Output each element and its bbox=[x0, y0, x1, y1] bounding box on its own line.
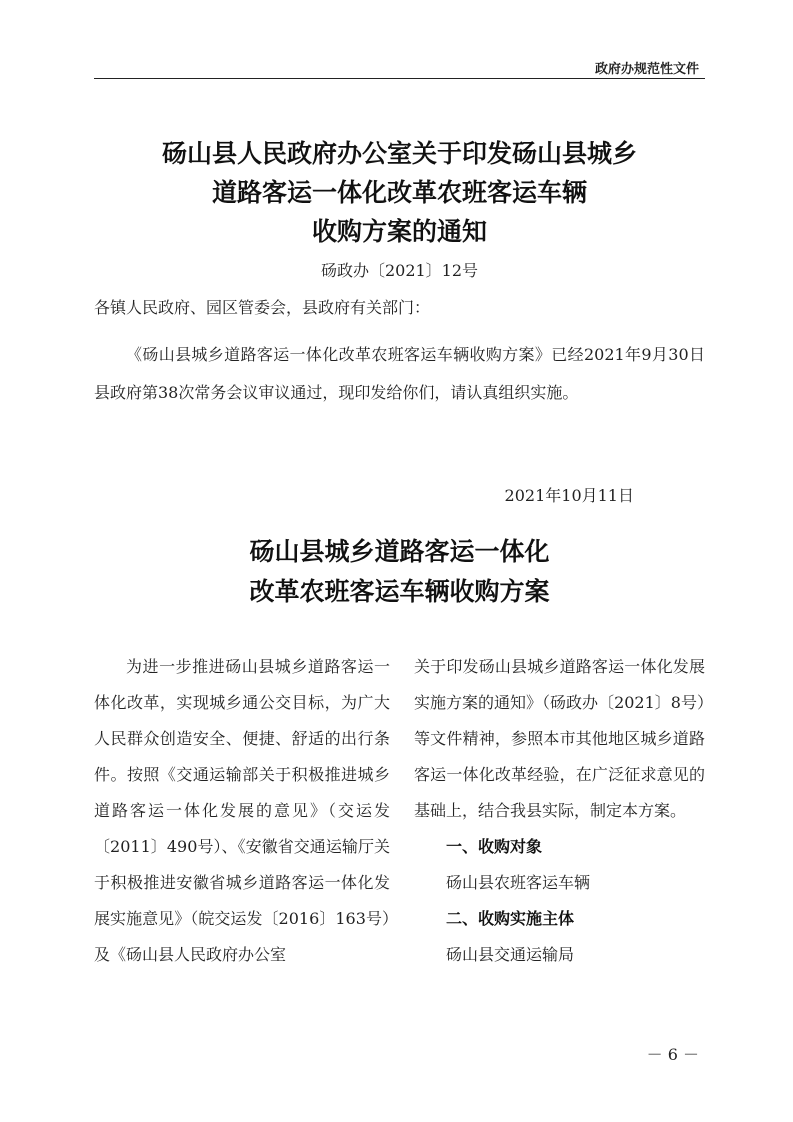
plan-left-column: 为进一步推进砀山县城乡道路客运一体化改革，实现城乡通公交目标，为广大人民群众创造安全、便捷、舒适的出行条件。按照《交通运输部关于积极推进城乡道路客运一体化发展的意见》（交运发〔2011〕490号）、《安徽省交通运输厅关于积极推进安徽省城乡道路客运一体化发展实施意见》（皖交运发〔2016〕163号）及《砀山县人民政府办公室 bbox=[94, 657, 390, 964]
document-number: 砀政办〔2021〕12号 bbox=[320, 261, 479, 280]
section-heading-1: 一、收购对象 bbox=[446, 837, 543, 856]
notice-title-line-2: 道路客运一体化改革农班客运车辆 bbox=[211, 178, 587, 207]
issue-date: 2021年10月11日 bbox=[504, 486, 634, 505]
plan-title-line-1: 砀山县城乡道路客运一体化 bbox=[249, 537, 550, 566]
header-label: 政府办规范性文件 bbox=[594, 62, 699, 77]
header-rule bbox=[94, 78, 705, 79]
notice-body: 《砀山县城乡道路客运一体化改革农班客运车辆收购方案》已经2021年9月30日县政府第38次常务会议审议通过，现印发给你们，请认真组织实施。 bbox=[94, 345, 705, 402]
notice-title-line-1: 砀山县人民政府办公室关于印发砀山县城乡 bbox=[161, 139, 637, 168]
plan-right-column bbox=[414, 649, 705, 973]
plan-title-line-2: 改革农班客运车辆收购方案 bbox=[249, 577, 550, 606]
section-text-1: 砀山县农班客运车辆 bbox=[446, 873, 591, 892]
plan-right-column-text: 关于印发砀山县城乡道路客运一体化发展实施方案的通知》（砀政办〔2021〕8号）等文件精神，参照本市其他地区城乡道路客运一体化改革经验，在广泛征求意见的基础上，结合我县实际，制定本方案。 bbox=[414, 657, 705, 820]
notice-title bbox=[94, 134, 705, 283]
section-text-2: 砀山县交通运输局 bbox=[446, 945, 575, 964]
section-heading-2: 二、收购实施主体 bbox=[446, 909, 575, 928]
page-number: － 6 － bbox=[646, 1045, 699, 1064]
plan-title bbox=[94, 532, 705, 612]
addressee: 各镇人民政府、园区管委会，县政府有关部门： bbox=[94, 298, 431, 317]
notice-title-line-3: 收购方案的通知 bbox=[311, 217, 487, 246]
